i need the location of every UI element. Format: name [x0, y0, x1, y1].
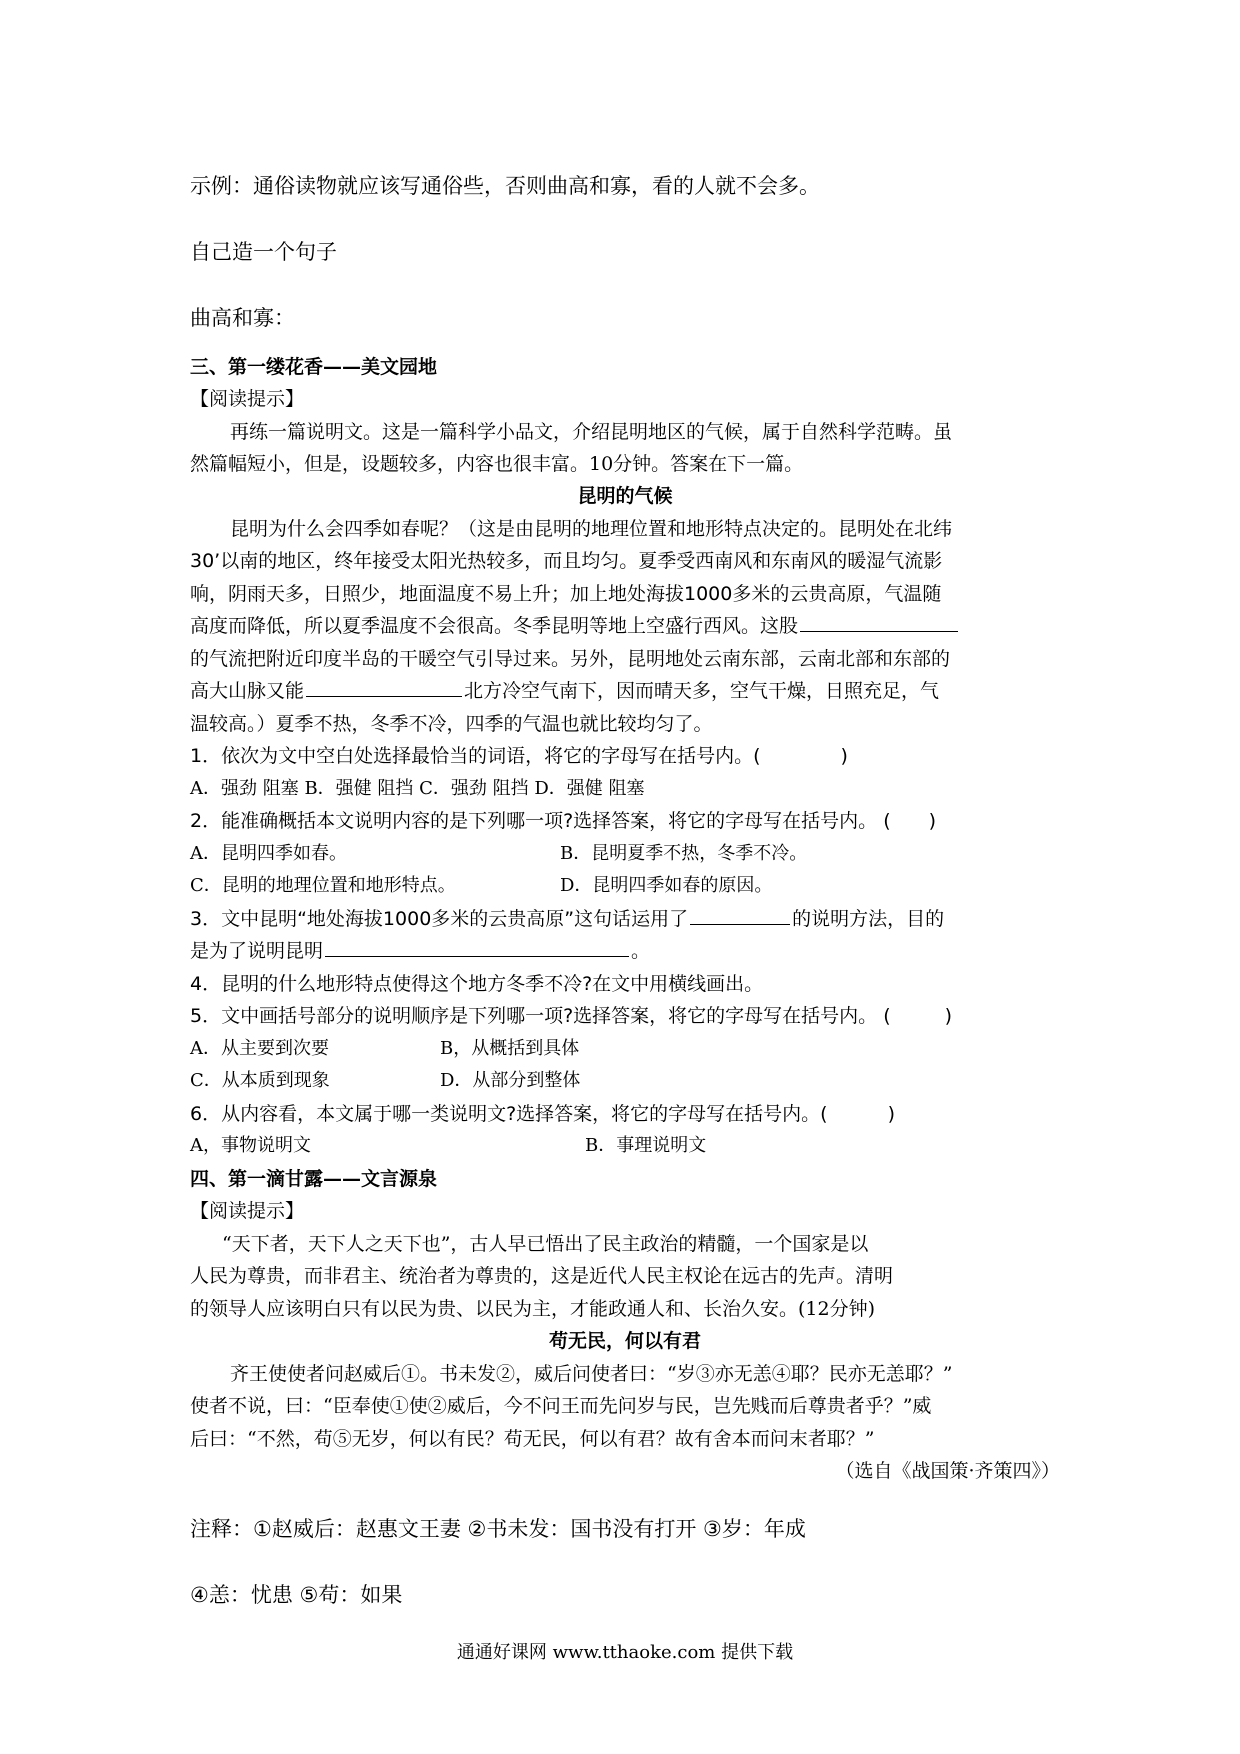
fill-blank[interactable] [325, 936, 629, 957]
page-footer: 通通好课网 www.tthaoke.com 提供下载 [456, 1642, 794, 1663]
classical-text-line: 后曰：“不然，苟⑤无岁，何以有民？苟无民，何以有君？故有舍本而问末者耶？” [190, 1428, 875, 1450]
question-6-option-a: A，事物说明文 [190, 1135, 311, 1156]
example-sentence: 示例：通俗读物就应该写通俗些，否则曲高和寡，看的人就不会多。 [190, 174, 820, 198]
question-2-option-a: A．昆明四季如春。 [190, 843, 347, 864]
question-3-cont [190, 936, 650, 963]
article-text: 高度而降低，所以夏季温度不会很高。冬季昆明等地上空盛行西风。这股 [190, 615, 799, 637]
section4-heading: 四、第一滴甘露——文言源泉 [190, 1168, 438, 1190]
classical-text-line: 齐王使使者问赵威后①。书未发②，威后问使者曰：“岁③亦无恙④耶？民亦无恙耶？” [230, 1363, 953, 1385]
article-paragraph-line: 的气流把附近印度半岛的干暖空气引导过来。另外，昆明地处云南东部，云南北部和东部的 [190, 648, 951, 670]
article-paragraph-line [190, 676, 939, 703]
question-6-option-b: B．事理说明文 [585, 1135, 707, 1156]
article-paragraph-line: 温较高。）夏季不热，冬季不冷，四季的气温也就比较均匀了。 [190, 713, 713, 735]
question-2-option-b: B．昆明夏季不热，冬季不冷。 [560, 843, 808, 864]
classical-text-line: 使者不说，曰：“臣奉使①使②威后，今不问王而先问岁与民，岂先贱而后尊贵者乎？”威 [190, 1395, 932, 1417]
article-paragraph-line: 昆明为什么会四季如春呢？（这是由昆明的地理位置和地形特点决定的。昆明处在北纬 [230, 518, 953, 540]
fill-blank[interactable] [306, 676, 462, 697]
answer-bracket[interactable]: ) [944, 1005, 953, 1027]
answer-bracket[interactable]: ) [887, 1103, 896, 1125]
question-1 [190, 741, 848, 768]
article-paragraph-line [190, 611, 960, 638]
question-text: 6．从内容看，本文属于哪一类说明文?选择答案，将它的字母写在括号内。( [190, 1103, 828, 1125]
question-4: 4．昆明的什么地形特点使得这个地方冬季不冷?在文中用横线画出。 [190, 973, 764, 995]
annotations-line: 注释：①赵威后：赵惠文王妻 ②书未发：国书没有打开 ③岁：年成 [190, 1517, 806, 1541]
question-text: 。 [631, 940, 651, 962]
question-5-option-b: B，从概括到具体 [440, 1038, 580, 1059]
question-5 [190, 1001, 952, 1028]
section4-tip-line: 人民为尊贵，而非君主、统治者为尊贵的，这是近代人民主权论在远古的先声。清明 [190, 1265, 894, 1287]
fill-blank[interactable] [690, 904, 790, 925]
question-5-option-c: C．从本质到现象 [190, 1070, 330, 1091]
question-2 [190, 806, 936, 833]
question-2-option-c: C．昆明的地理位置和地形特点。 [190, 875, 456, 896]
article-title: 昆明的气候 [577, 485, 673, 507]
section3-tip-label: 【阅读提示】 [190, 388, 305, 410]
answer-bracket[interactable]: ) [928, 810, 937, 832]
classical-text-title: 苟无民，何以有君 [548, 1330, 701, 1352]
question-6 [190, 1099, 895, 1126]
question-1-options: A．强劲 阻塞 B．强健 阻挡 C．强劲 阻挡 D．强健 阻塞 [190, 778, 645, 799]
question-text: 2．能准确概括本文说明内容的是下列哪一项?选择答案，将它的字母写在括号内。 ( [190, 810, 891, 832]
section4-tip-label: 【阅读提示】 [190, 1200, 305, 1222]
annotations-line: ④恙：忧患 ⑤苟：如果 [190, 1583, 403, 1607]
article-paragraph-line: 响，阴雨天多，日照少，地面温度不易上升；加上地处海拔1000多米的云贵高原，气温随 [190, 583, 942, 605]
question-text: 3．文中昆明“地处海拔1000多米的云贵高原”这句话运用了 [190, 908, 689, 930]
question-text: 5．文中画括号部分的说明顺序是下列哪一项?选择答案，将它的字母写在括号内。 ( [190, 1005, 891, 1027]
section3-tip-line: 再练一篇说明文。这是一篇科学小品文，介绍昆明地区的气候，属于自然科学范畴。虽 [230, 421, 953, 443]
section4-tip-line: 的领导人应该明白只有以民为贵、以民为主，才能政通人和、长治久安。(12分钟) [190, 1298, 876, 1320]
fill-blank[interactable] [800, 611, 958, 632]
classical-text-source: （选自《战国策·齐策四》） [835, 1460, 1060, 1482]
article-text: 北方冷空气南下，因而晴天多，空气干燥，日照充足，气 [464, 680, 940, 702]
question-5-option-d: D．从部分到整体 [440, 1070, 581, 1091]
section3-tip-line: 然篇幅短小，但是，设题较多，内容也很丰富。10分钟。答案在下一篇。 [190, 453, 804, 475]
question-text: 1．依次为文中空白处选择最恰当的词语，将它的字母写在括号内。( [190, 745, 761, 767]
article-paragraph-line: 30’以南的地区，终年接受太阳光热较多，而且均匀。夏季受西南风和东南风的暖湿气流影 [190, 550, 943, 572]
idiom-term: 曲高和寡： [190, 306, 295, 330]
answer-bracket[interactable]: ) [840, 745, 848, 767]
question-2-option-d: D．昆明四季如春的原因。 [560, 875, 773, 896]
question-text: 的说明方法，目的 [792, 908, 945, 930]
section3-heading: 三、第一缕花香——美文园地 [190, 356, 438, 378]
make-sentence-prompt: 自己造一个句子 [190, 240, 337, 264]
question-5-option-a: A．从主要到次要 [190, 1038, 329, 1059]
question-3 [190, 904, 944, 931]
article-text: 高大山脉又能 [190, 680, 305, 702]
question-text: 是为了说明昆明 [190, 940, 324, 962]
section4-tip-line: “天下者，天下人之天下也”，古人早已悟出了民主政治的精髓，一个国家是以 [222, 1233, 869, 1255]
